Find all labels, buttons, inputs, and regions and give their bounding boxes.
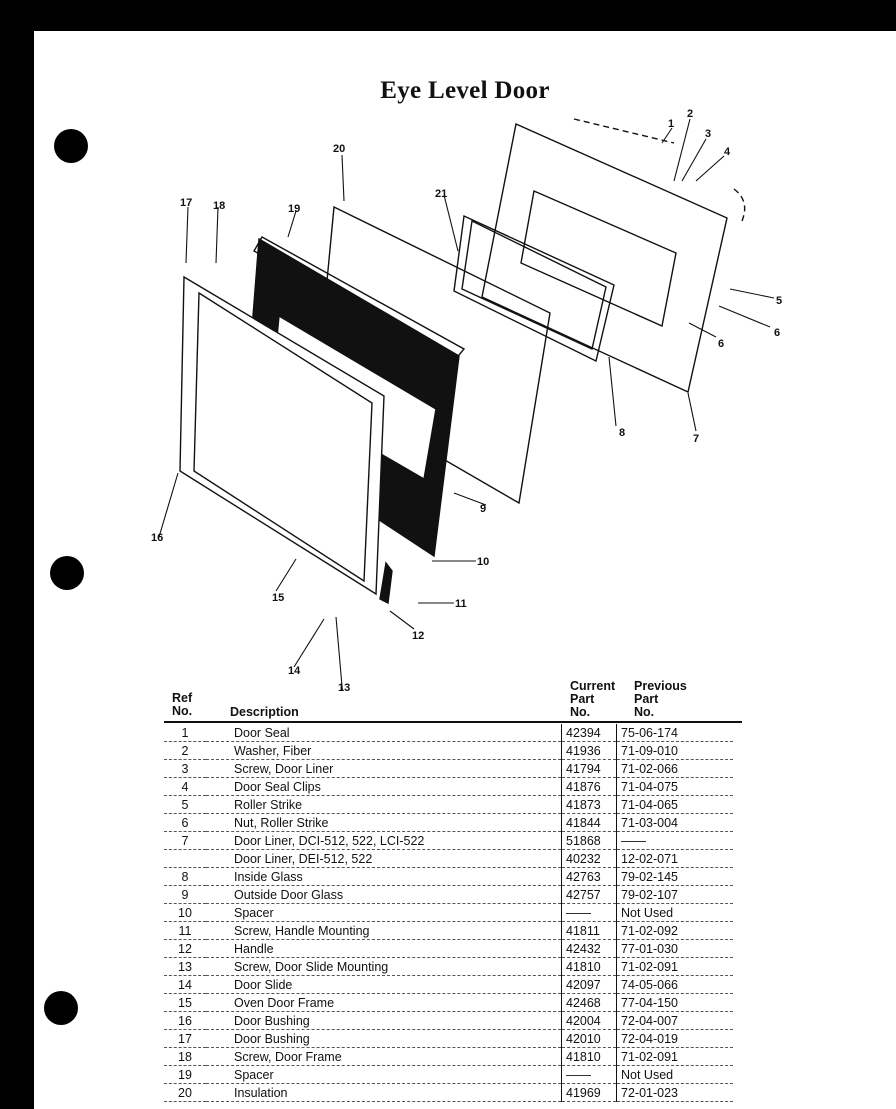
callout-13: 13 <box>338 682 351 691</box>
description-cell: Insulation <box>206 1084 562 1102</box>
previous-part-cell: 71-04-075 <box>617 778 734 796</box>
table-row <box>164 796 733 814</box>
table-row <box>164 994 733 1012</box>
table-row <box>164 940 733 958</box>
table-row <box>164 724 733 742</box>
previous-part-cell: 71-09-010 <box>617 742 734 760</box>
ref-cell <box>164 850 206 868</box>
current-part-cell: 42394 <box>562 724 617 742</box>
callout-20: 20 <box>333 143 346 155</box>
current-part-cell: 41811 <box>562 922 617 940</box>
previous-part-cell: 79-02-145 <box>617 868 734 886</box>
table-row <box>164 778 733 796</box>
previous-part-cell: Not Used <box>617 904 734 922</box>
table-row <box>164 742 733 760</box>
description-cell: Screw, Door Frame <box>206 1048 562 1066</box>
description-cell: Door Bushing <box>206 1012 562 1030</box>
callout-6a: 6 <box>774 327 781 339</box>
callout-7: 7 <box>693 433 700 445</box>
callout-12: 12 <box>412 630 425 642</box>
table-row <box>164 1084 733 1102</box>
callout-3: 3 <box>705 128 712 140</box>
callout-9: 9 <box>480 503 487 515</box>
description-cell: Door Liner, DCI-512, 522, LCI-522 <box>206 832 562 850</box>
table-row <box>164 1012 733 1030</box>
callout-5: 5 <box>776 295 783 307</box>
current-part-cell: 41876 <box>562 778 617 796</box>
description-cell: Spacer <box>206 1066 562 1084</box>
current-part-cell: 42757 <box>562 886 617 904</box>
table-row <box>164 868 733 886</box>
table-row <box>164 904 733 922</box>
header-previous-part-no: Previous Part No. <box>634 679 687 719</box>
previous-part-cell: 72-04-019 <box>617 1030 734 1048</box>
current-part-cell: 42468 <box>562 994 617 1012</box>
callout-1: 1 <box>668 118 675 130</box>
description-cell: Screw, Handle Mounting <box>206 922 562 940</box>
table-row <box>164 922 733 940</box>
description-cell: Handle <box>206 940 562 958</box>
ref-cell: 13 <box>164 958 206 976</box>
previous-part-cell: 77-04-150 <box>617 994 734 1012</box>
callout-14: 14 <box>288 665 301 677</box>
door-seal-shape <box>574 119 745 221</box>
current-part-cell: 40232 <box>562 850 617 868</box>
previous-part-cell: 71-02-091 <box>617 958 734 976</box>
previous-part-cell: 72-04-007 <box>617 1012 734 1030</box>
description-cell: Outside Door Glass <box>206 886 562 904</box>
ref-cell: 1 <box>164 724 206 742</box>
current-part-cell: 41810 <box>562 958 617 976</box>
table-row <box>164 814 733 832</box>
header-ref-no: Ref No. <box>172 691 193 718</box>
header-description: Description <box>230 705 299 719</box>
current-part-cell: —— <box>562 1066 617 1084</box>
ref-cell: 17 <box>164 1030 206 1048</box>
previous-part-cell: —— <box>617 832 734 850</box>
current-part-cell: 42763 <box>562 868 617 886</box>
previous-part-cell: 79-02-107 <box>617 886 734 904</box>
description-cell: Door Seal Clips <box>206 778 562 796</box>
parts-table <box>164 724 733 1102</box>
table-row <box>164 832 733 850</box>
header-current-part-no: Current Part No. <box>570 679 616 719</box>
ref-cell: 4 <box>164 778 206 796</box>
callout-8: 8 <box>619 427 626 439</box>
page-title: Eye Level Door <box>380 77 550 104</box>
current-part-cell: 42004 <box>562 1012 617 1030</box>
ref-cell: 6 <box>164 814 206 832</box>
catalog-page <box>34 31 896 1109</box>
ref-cell: 20 <box>164 1084 206 1102</box>
previous-part-cell: 71-02-092 <box>617 922 734 940</box>
ref-cell: 5 <box>164 796 206 814</box>
previous-part-cell: 77-01-030 <box>617 940 734 958</box>
previous-part-cell: 71-02-091 <box>617 1048 734 1066</box>
table-row <box>164 886 733 904</box>
description-cell: Roller Strike <box>206 796 562 814</box>
door-liner-shape <box>482 124 727 392</box>
callout-18: 18 <box>213 200 226 212</box>
previous-part-cell: 72-01-023 <box>617 1084 734 1102</box>
ref-cell: 8 <box>164 868 206 886</box>
header-rule <box>164 721 742 723</box>
ref-cell: 3 <box>164 760 206 778</box>
ref-cell: 19 <box>164 1066 206 1084</box>
handle-shape <box>380 563 392 603</box>
table-row <box>164 760 733 778</box>
callout-15: 15 <box>272 592 285 604</box>
door-liner-window <box>521 191 676 326</box>
callout-4: 4 <box>724 146 731 158</box>
parts-table-body <box>164 724 733 1102</box>
callout-19: 19 <box>288 203 301 215</box>
callout-10: 10 <box>477 556 490 568</box>
description-cell: Door Seal <box>206 724 562 742</box>
description-cell: Door Slide <box>206 976 562 994</box>
previous-part-cell: Not Used <box>617 1066 734 1084</box>
previous-part-cell: 12-02-071 <box>617 850 734 868</box>
callout-6b: 6 <box>718 338 725 350</box>
ref-cell: 14 <box>164 976 206 994</box>
exploded-door-diagram <box>34 31 896 691</box>
description-cell: Spacer <box>206 904 562 922</box>
current-part-cell: 42010 <box>562 1030 617 1048</box>
ref-cell: 18 <box>164 1048 206 1066</box>
ref-cell: 15 <box>164 994 206 1012</box>
current-part-cell: 51868 <box>562 832 617 850</box>
previous-part-cell: 75-06-174 <box>617 724 734 742</box>
callout-17: 17 <box>180 197 193 209</box>
callout-11: 11 <box>455 598 467 610</box>
inside-glass-shape <box>454 216 614 361</box>
table-row <box>164 1048 733 1066</box>
table-row <box>164 1066 733 1084</box>
current-part-cell: 42432 <box>562 940 617 958</box>
ref-cell: 7 <box>164 832 206 850</box>
description-cell: Inside Glass <box>206 868 562 886</box>
ref-cell: 12 <box>164 940 206 958</box>
ref-cell: 2 <box>164 742 206 760</box>
current-part-cell: 41969 <box>562 1084 617 1102</box>
previous-part-cell: 71-02-066 <box>617 760 734 778</box>
current-part-cell: 41936 <box>562 742 617 760</box>
current-part-cell: 42097 <box>562 976 617 994</box>
description-cell: Oven Door Frame <box>206 994 562 1012</box>
current-part-cell: 41794 <box>562 760 617 778</box>
ref-cell: 16 <box>164 1012 206 1030</box>
binder-hole-bottom <box>44 991 78 1025</box>
current-part-cell: 41810 <box>562 1048 617 1066</box>
description-cell: Washer, Fiber <box>206 742 562 760</box>
table-row <box>164 958 733 976</box>
description-cell: Door Bushing <box>206 1030 562 1048</box>
previous-part-cell: 71-04-065 <box>617 796 734 814</box>
callout-16: 16 <box>151 532 164 544</box>
current-part-cell: 41844 <box>562 814 617 832</box>
current-part-cell: 41873 <box>562 796 617 814</box>
ref-cell: 11 <box>164 922 206 940</box>
description-cell: Door Liner, DEI-512, 522 <box>206 850 562 868</box>
callout-2: 2 <box>687 108 694 120</box>
table-row <box>164 976 733 994</box>
table-row <box>164 850 733 868</box>
ref-cell: 9 <box>164 886 206 904</box>
callout-21: 21 <box>435 188 448 200</box>
description-cell: Screw, Door Slide Mounting <box>206 958 562 976</box>
description-cell: Screw, Door Liner <box>206 760 562 778</box>
current-part-cell: —— <box>562 904 617 922</box>
description-cell: Nut, Roller Strike <box>206 814 562 832</box>
table-row <box>164 1030 733 1048</box>
previous-part-cell: 71-03-004 <box>617 814 734 832</box>
ref-cell: 10 <box>164 904 206 922</box>
previous-part-cell: 74-05-066 <box>617 976 734 994</box>
